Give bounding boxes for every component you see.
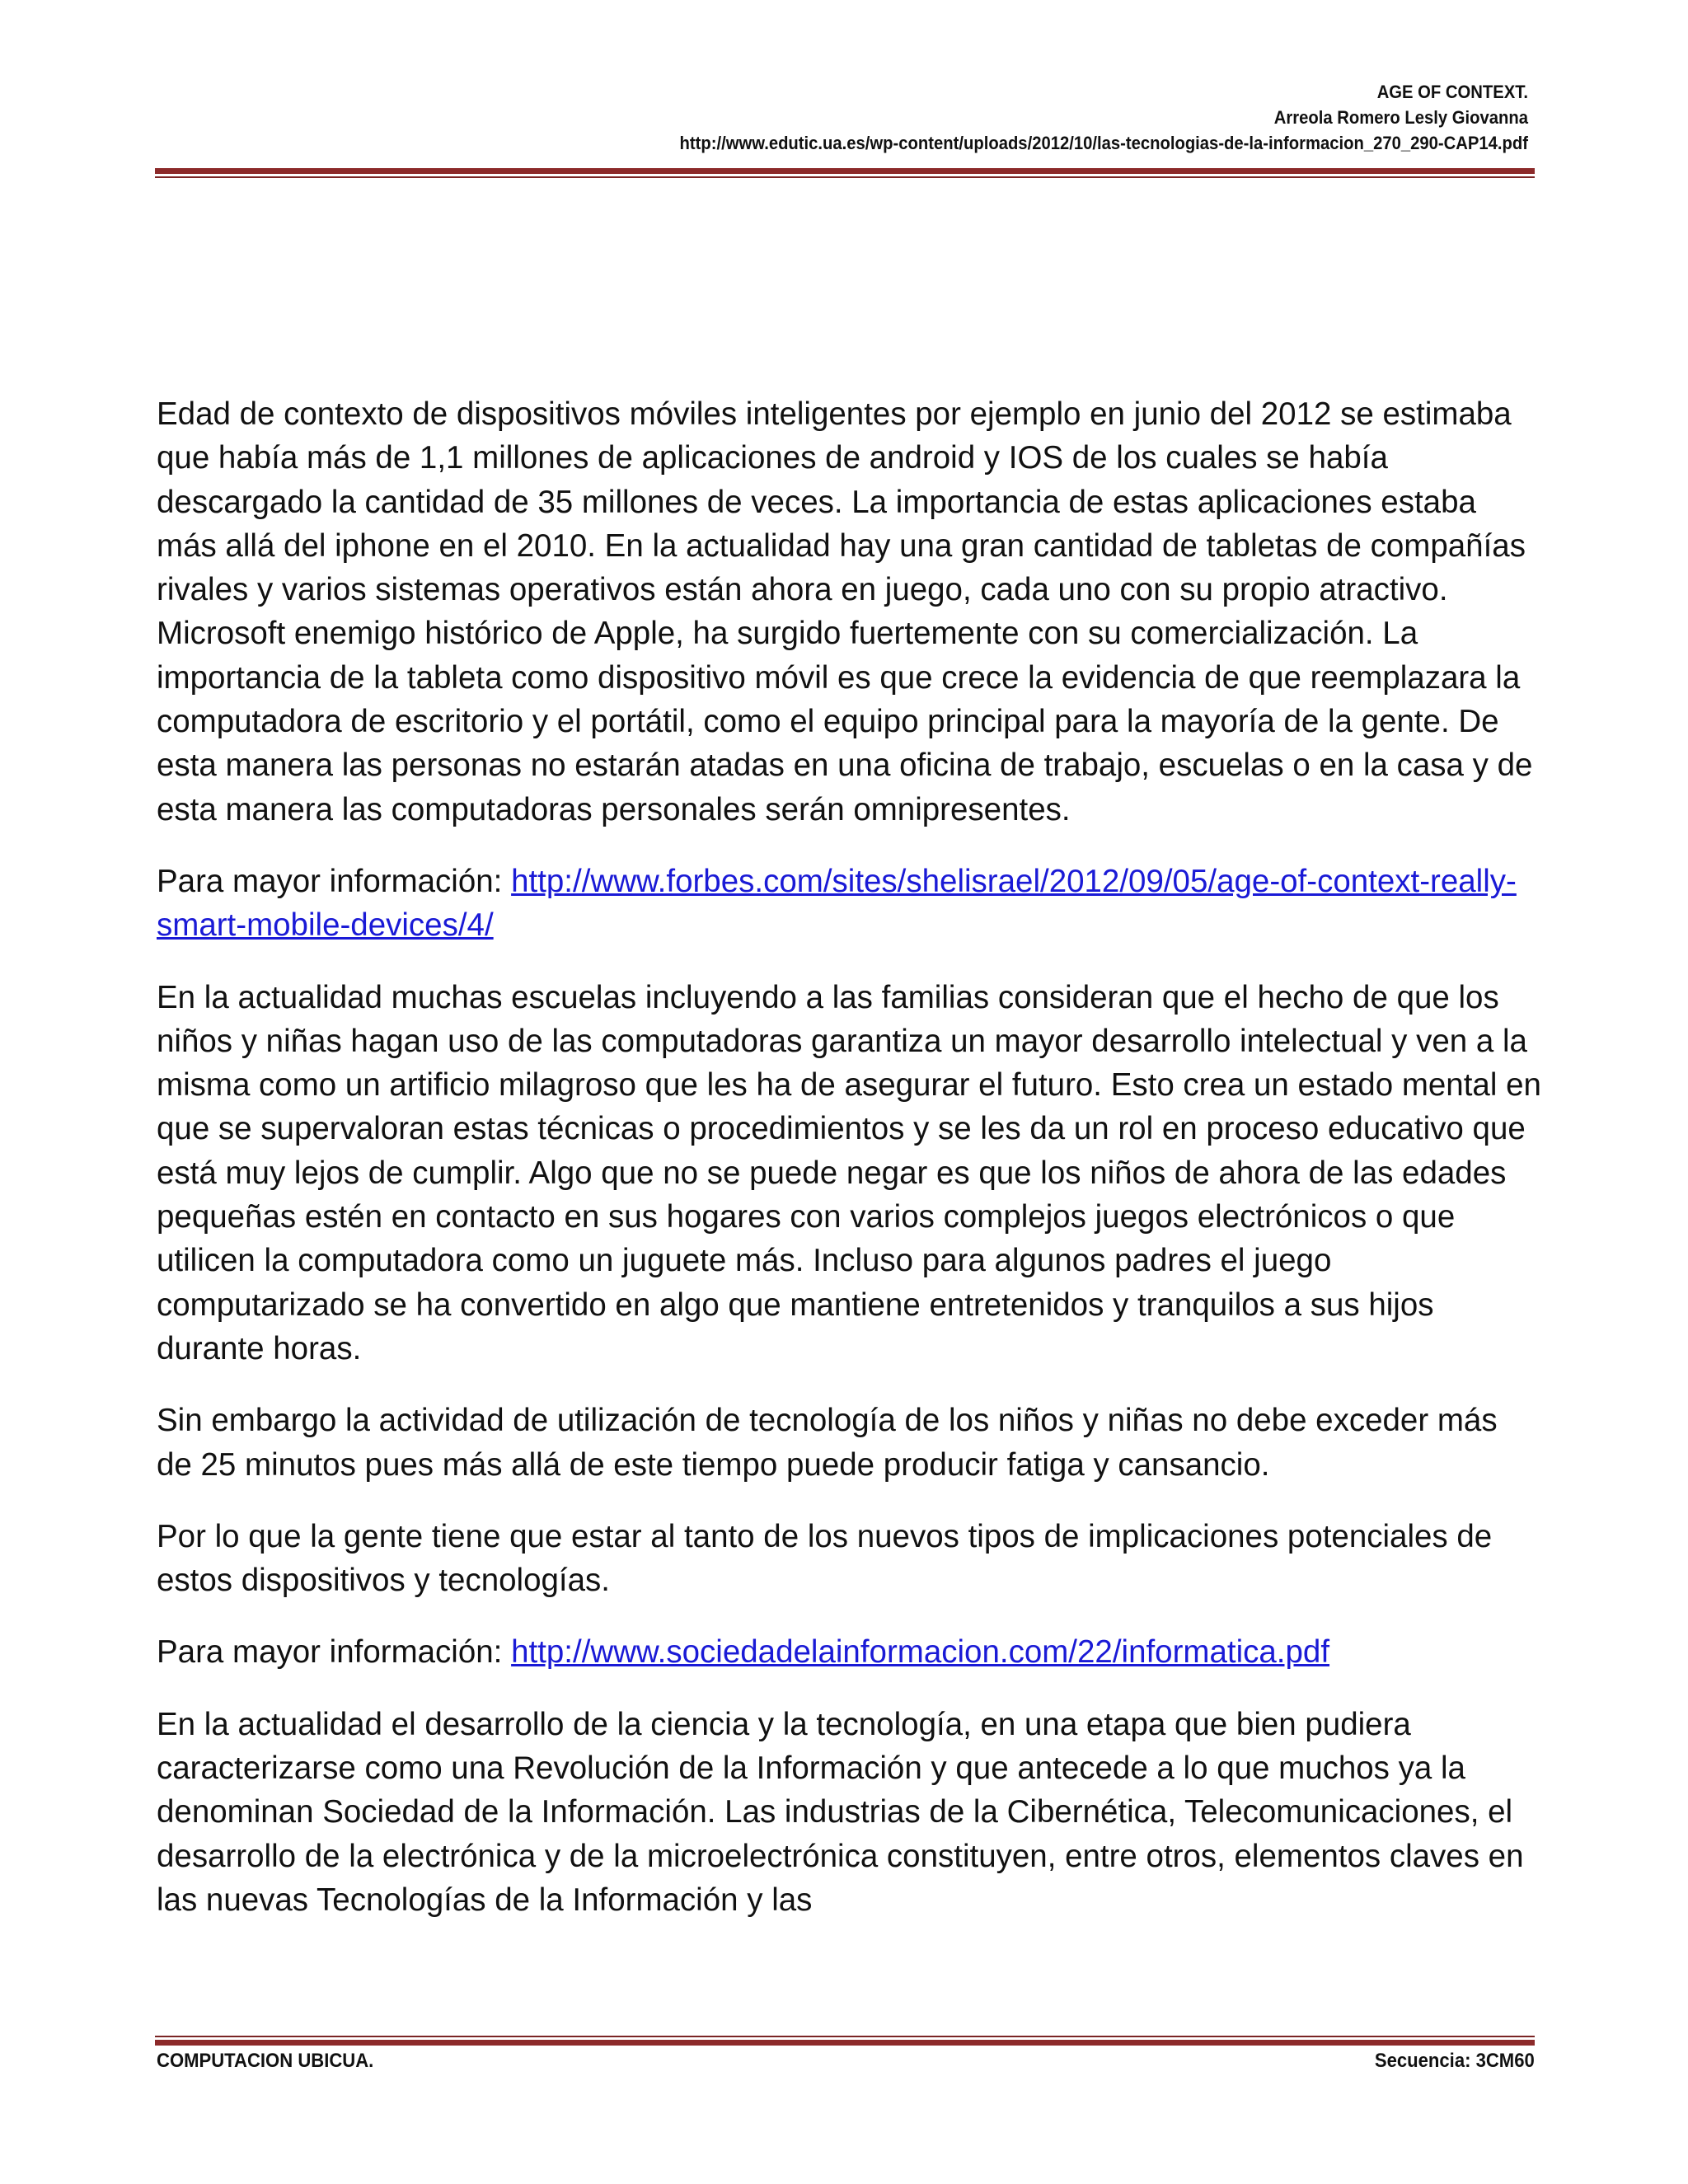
page-body xyxy=(157,392,1541,1950)
header-rule xyxy=(155,168,1535,178)
page-header xyxy=(680,79,1528,156)
forbes-link[interactable]: http://www.forbes.com/sites/shelisrael/2012/09/05/age-of-context-really-smart-mobile-devices/4/ xyxy=(157,863,1517,944)
author-name: Arreola Romero Lesly Giovanna xyxy=(1273,107,1528,128)
footer-course: COMPUTACION UBICUA. xyxy=(157,2050,374,2072)
paragraph-usage-limit: Sin embargo la actividad de utilización de tecnología de los niños y niñas no debe exceder más de 25 minutos pues más allá de este tiempo puede producir fatiga y cansancio. xyxy=(157,1403,1498,1483)
more-info-forbes xyxy=(157,860,1541,948)
more-info-sociedad xyxy=(157,1630,1541,1674)
paragraph-implications: Por lo que la gente tiene que estar al tanto de los nuevos tipos de implicaciones potenciales de estos dispositivos y tecnologías. xyxy=(157,1518,1493,1599)
paragraph-information-revolution: En la actualidad el desarrollo de la ciencia y la tecnología, en una etapa que bien pudiera caracterizarse como una Revolución de la Información y que antecede a lo que muchos ya la denominan Sociedad de la Información. Las industrias de la Cibernética, Telecomunicaciones, el desarrollo de la electrónica y de la microelectrónica constituyen, entre otros, elementos claves en las nuevas Tecnologías de la Información y las xyxy=(157,1706,1524,1918)
paragraph-context-devices: Edad de contexto de dispositivos móviles inteligentes por ejemplo en junio del 2012 se estimaba que había más de 1,1 millones de aplicaciones de android y IOS de los cuales se había descargado la cantidad de 35 millones de veces. La importancia de estas aplicaciones estaba más allá del iphone en el 2010. En la actualidad hay una gran cantidad de tabletas de compañías rivales y varios sistemas operativos están ahora en juego, cada uno con su propio atractivo. Microsoft enemigo histórico de Apple, ha surgido fuertemente con su comercialización. La importancia de la tableta como dispositivo móvil es que crece la evidencia de que reemplazara la computadora de escritorio y el portátil, como el equipo principal para la mayoría de la gente. De esta manera las personas no estarán atadas en una oficina de trabajo, escuelas o en la casa y de esta manera las computadoras personales serán omnipresentes. xyxy=(157,396,1533,827)
footer-sequence: Secuencia: 3CM60 xyxy=(1375,2050,1535,2072)
more-info-label: Para mayor información: xyxy=(157,1634,512,1671)
document-title: AGE OF CONTEXT. xyxy=(1376,82,1528,102)
footer-rule xyxy=(155,2036,1535,2046)
sociedad-link[interactable]: http://www.sociedadelainformacion.com/22/informatica.pdf xyxy=(511,1634,1330,1671)
source-url: http://www.edutic.ua.es/wp-content/uploads/2012/10/las-tecnologias-de-la-informacion_270_290-CAP14.pdf xyxy=(679,133,1528,153)
paragraph-schools-children: En la actualidad muchas escuelas incluyendo a las familias consideran que el hecho de que los niños y niñas hagan uso de las computadoras garantiza un mayor desarrollo intelectual y ven a la misma como un artificio milagroso que les ha de asegurar el futuro. Esto crea un estado mental en que se supervaloran estas técnicas o procedimientos y se les da un rol en proceso educativo que está muy lejos de cumplir. Algo que no se puede negar es que los niños de ahora de las edades pequeñas estén en contacto en sus hogares con varios complejos juegos electrónicos o que utilicen la computadora como un juguete más. Incluso para algunos padres el juego computarizado se ha convertido en algo que mantiene entretenidos y tranquilos a sus hijos durante horas. xyxy=(157,979,1541,1366)
more-info-label: Para mayor información: xyxy=(157,863,512,899)
